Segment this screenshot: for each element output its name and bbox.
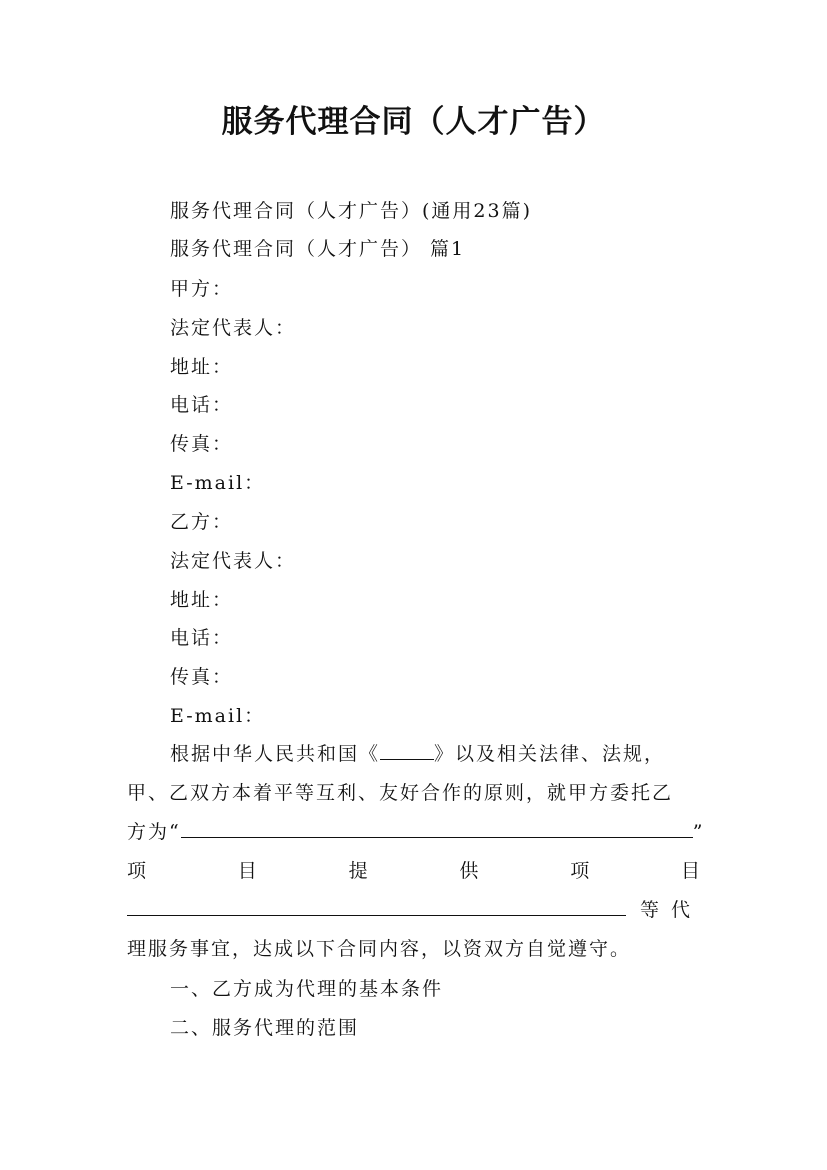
project-name-blank [181,817,693,838]
body-line-1 [127,735,702,774]
project-detail-blank [127,893,626,916]
body-line-4 [127,852,702,891]
party-b-fax: 传真： [170,666,234,688]
party-b-phone: 电话： [170,627,234,649]
spread-word: 目 [237,860,259,882]
law-name-blank [380,739,434,760]
body-line-1-start: 根据中华人民共和国《 [170,743,381,765]
party-a-fax: 传真： [170,433,234,455]
body-line-5-end: 等代 [639,899,702,921]
party-a-address: 地址： [170,356,234,378]
body-paragraph [127,735,705,969]
party-b-label: 乙方： [170,511,234,533]
body-line-3-start: 方为“ [127,821,181,843]
body-line-1-end: 》以及相关法律、法规， [434,743,666,765]
body-line-2: 甲、乙双方本着平等互利、友好合作的原则，就甲方委托乙 [127,782,674,804]
document-subtitle: 服务代理合同（人才广告）(通用23篇) [170,200,533,222]
section-heading: 服务代理合同（人才广告） 篇1 [170,238,466,260]
document-title: 服务代理合同（人才广告） [221,104,606,140]
clause-1: 一、乙方成为代理的基本条件 [170,978,444,1000]
clause-2: 二、服务代理的范围 [170,1017,360,1039]
spread-word: 提 [348,860,370,882]
party-b-email: E-mail： [170,705,266,727]
party-a-phone: 电话： [170,394,234,416]
spread-word: 供 [459,860,481,882]
party-b-address: 地址： [170,589,234,611]
party-b-rep: 法定代表人： [170,550,297,572]
body-line-3-end: ” [692,821,705,843]
party-a-email: E-mail： [170,472,266,494]
spread-word: 项 [570,860,592,882]
party-a-label: 甲方： [170,278,234,300]
spread-word: 项 [127,860,149,882]
body-line-5 [127,891,702,930]
body-line-3 [127,813,705,852]
party-a-rep: 法定代表人： [170,317,297,339]
spread-word: 目 [680,860,702,882]
body-line-6: 理服务事宜，达成以下合同内容，以资双方自觉遵守。 [127,938,632,960]
